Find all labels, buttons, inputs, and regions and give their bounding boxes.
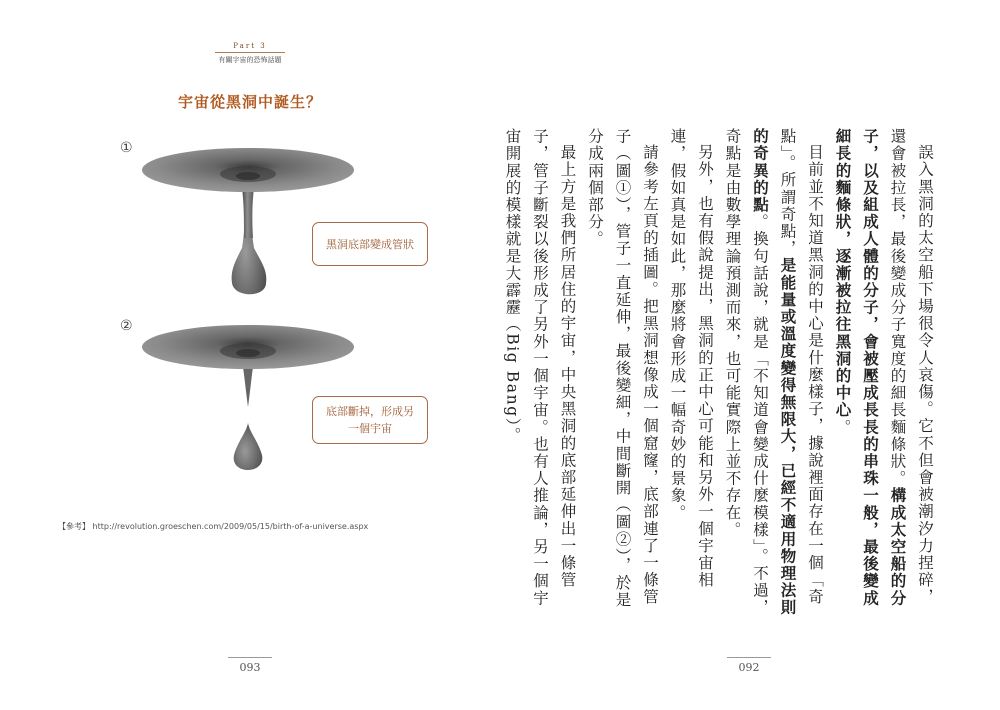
- paragraph: [498, 128, 581, 618]
- header-rule: [215, 52, 285, 53]
- body-run: 另外，也有假說提出，黑洞的正中心可能和另外一個宇宙相連，假如真是如此，那麼將會形成一幅奇妙的景象。: [668, 128, 714, 589]
- body-text: [498, 128, 938, 618]
- section-title: 有關宇宙的恐怖話題: [218, 56, 282, 64]
- figure-number-2: ②: [120, 318, 133, 334]
- body-run: 目前並不知道黑洞的中心是什麼樣子，據說裡面存在一個「奇點」。所謂奇點，: [778, 128, 824, 606]
- callout-tube: 黑洞底部變成管狀: [312, 222, 428, 266]
- figure-title: 宇宙從黑洞中誕生？: [177, 93, 322, 111]
- black-hole-funnel-illustration-1: [140, 138, 360, 303]
- part-header: [215, 42, 285, 65]
- paragraph: [828, 128, 938, 618]
- page-number-rule: [727, 657, 771, 658]
- part-label: Part 3: [233, 42, 267, 50]
- reference-tag: 【參考】: [58, 522, 90, 531]
- paragraph: [718, 128, 828, 618]
- body-run: 誤入黑洞的太空船下場很令人哀傷。它不但會被潮汐力捏碎，還會被拉長，最後變成分子寬度的細長麵條狀。: [888, 128, 934, 606]
- tube-stub-icon: [243, 367, 253, 407]
- emphasis-text: 構成太空船的分子，以及組成人體的分子，會被壓成長長的串珠一般，最後變成細長的麵條狀，逐漸被拉往黑洞的中心: [833, 128, 907, 607]
- reference-line: [58, 521, 368, 532]
- page-number-rule: [228, 657, 272, 658]
- paragraph: [663, 128, 718, 618]
- right-page: [500, 0, 1000, 710]
- callout-new-universe: 底部斷掉，形成另 一個宇宙: [312, 396, 428, 444]
- page-number-right: [727, 657, 771, 674]
- body-run: 。換句話說，就是「不知道會變成什麼模樣」。不過，奇點是由數學理論預測而來，也可能實際上並不存在。: [723, 128, 769, 617]
- paragraph: [581, 128, 664, 618]
- body-run: 。: [833, 418, 852, 436]
- body-run: 最上方是我們所居住的宇宙，中央黑洞的底部延伸出一條管子，管子斷裂以後形成了另外一個宇宙。也有人推論，另一個宇宙開展的模樣就是大霹靂（Big Bang）。: [503, 128, 577, 607]
- page-number-left: [228, 657, 272, 674]
- body-run: 請參考左頁的插圖。把黑洞想像成一個窟窿，底部連了一條管子（圖①），管子一直延伸，最後變細，中間斷開（圖②），於是分成兩個部分。: [586, 128, 659, 609]
- reference-url: http://revolution.groeschen.com/2009/05/15/birth-of-a-universe.aspx: [92, 522, 369, 531]
- emphasis-text: 是能量或溫度變得無限大，已經不適用物理法則的奇異的點: [751, 128, 797, 617]
- page-number-text: 092: [738, 661, 760, 674]
- figure-number-1: ①: [120, 140, 133, 156]
- page-number-text: 093: [239, 661, 261, 674]
- droplet-icon: [234, 423, 263, 470]
